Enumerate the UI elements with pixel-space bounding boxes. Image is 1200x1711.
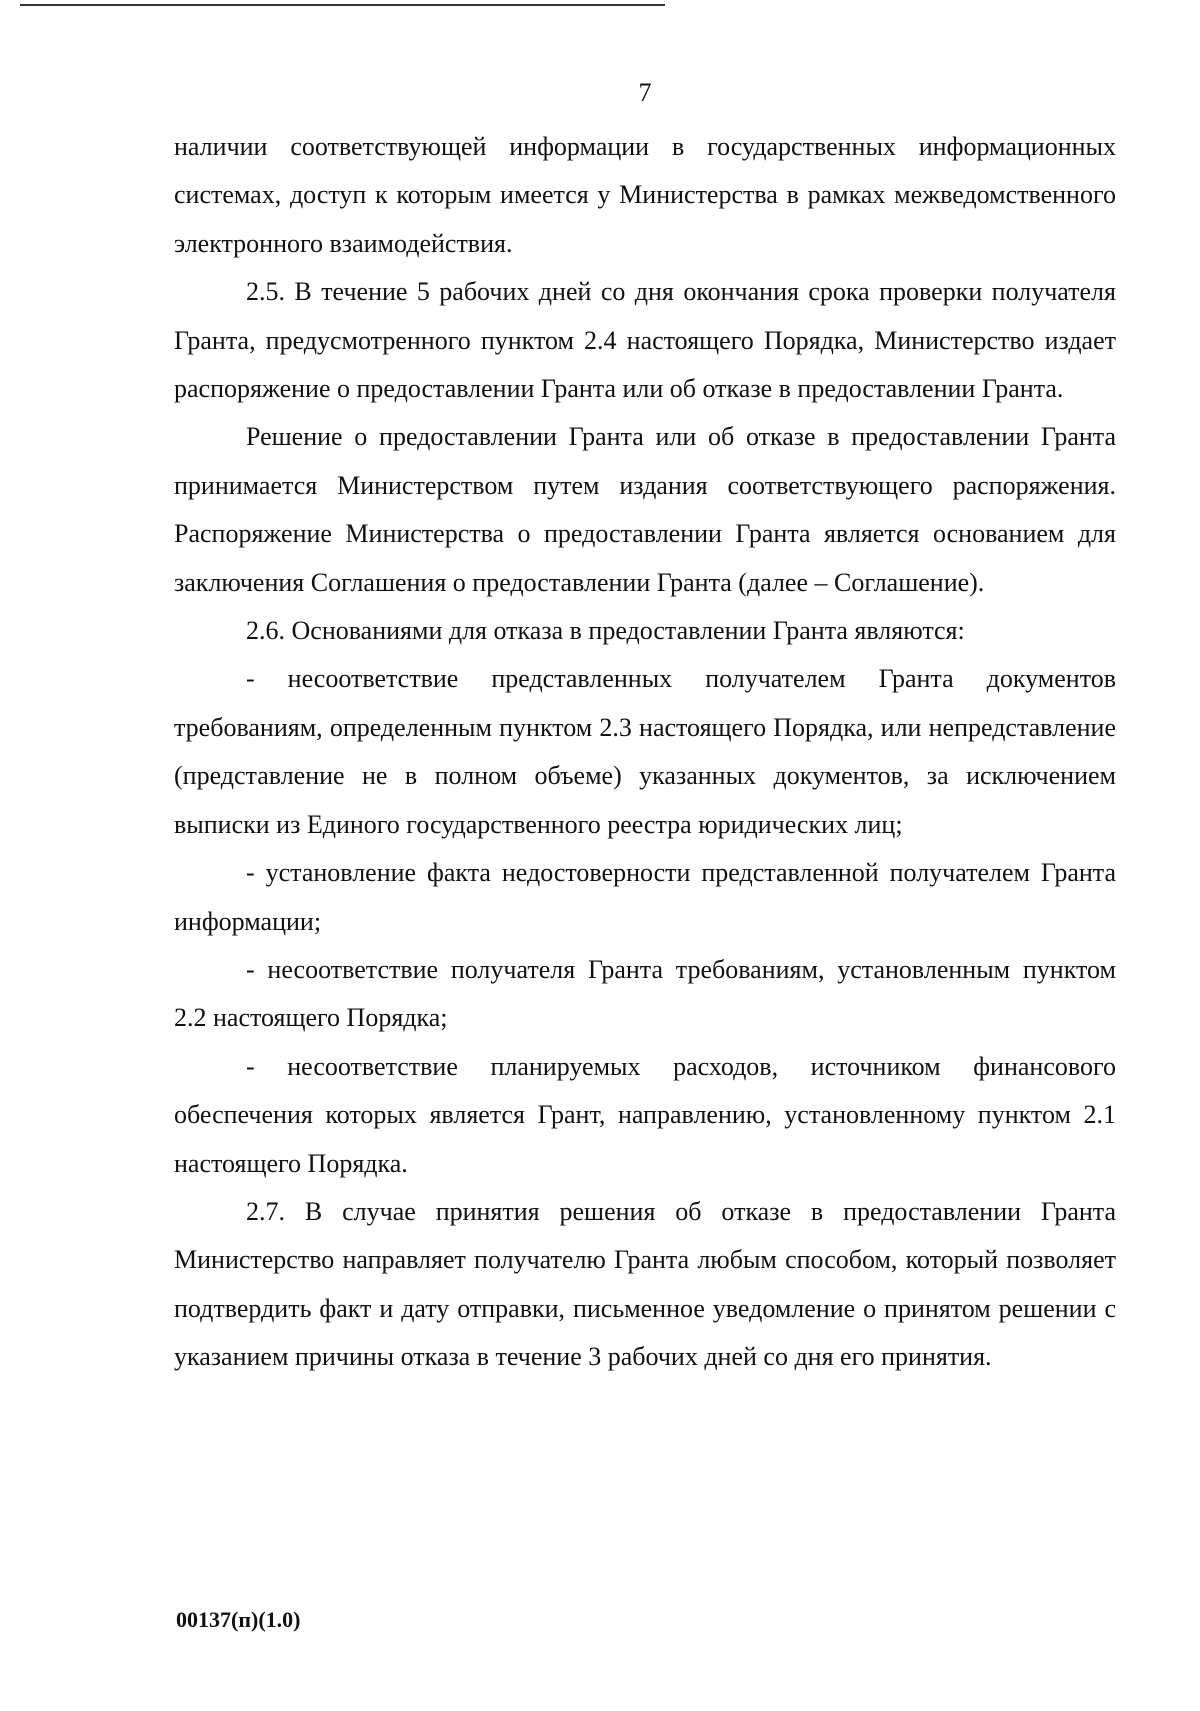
list-item-documents: - несоответствие представленных получателем Гранта документов требованиям, определенным пунктом 2.3 настоящего Порядка, или непредставление (представление не в полном объеме) указанных документов, за исключением выписки из Единого государственного реестра юридических лиц; [174,664,1116,839]
document-code: 00137(п)(1.0) [176,1607,301,1632]
page-number: 7 [638,78,652,107]
paragraph-2-5: 2.5. В течение 5 рабочих дней со дня окончания срока проверки получателя Гранта, предусмотренного пунктом 2.4 настоящего Порядка, Министерство издает распоряжение о предоставлении Гранта или об отказе в предоставлении Гранта. [174,277,1116,404]
top-border-line [20,4,665,6]
document-body [174,123,1116,1382]
paragraph-decision: Решение о предоставлении Гранта или об отказе в предоставлении Гранта принимается Министерством путем издания соответствующего распоряжения. Распоряжение Министерства о предоставлении Гранта является основанием для заключения Соглашения о предоставлении Гранта (далее – Соглашение). [174,422,1116,597]
list-item-false-info: - установление факта недостоверности представленной получателем Гранта информации; [174,858,1116,936]
paragraph-continuation: наличии соответствующей информации в государственных информационных системах, доступ к которым имеется у Министерства в рамках межведомственного электронного взаимодействия. [174,132,1116,258]
list-item-expenses: - несоответствие планируемых расходов, источником финансового обеспечения которых является Грант, направлению, установленному пунктом 2.1 настоящего Порядка. [174,1051,1116,1178]
list-item-requirements: - несоответствие получателя Гранта требованиям, установленным пунктом 2.2 настоящего Порядка; [174,954,1116,1033]
paragraph-2-7: 2.7. В случае принятия решения об отказе в предоставлении Гранта Министерство направляет получателю Гранта любым способом, который позволяет подтвердить факт и дату отправки, письменное уведомление о принятом решении с указанием причины отказа в течение 3 рабочих дней со дня его принятия. [174,1196,1116,1372]
paragraph-2-6: 2.6. Основаниями для отказа в предоставлении Гранта являются: [246,616,965,646]
